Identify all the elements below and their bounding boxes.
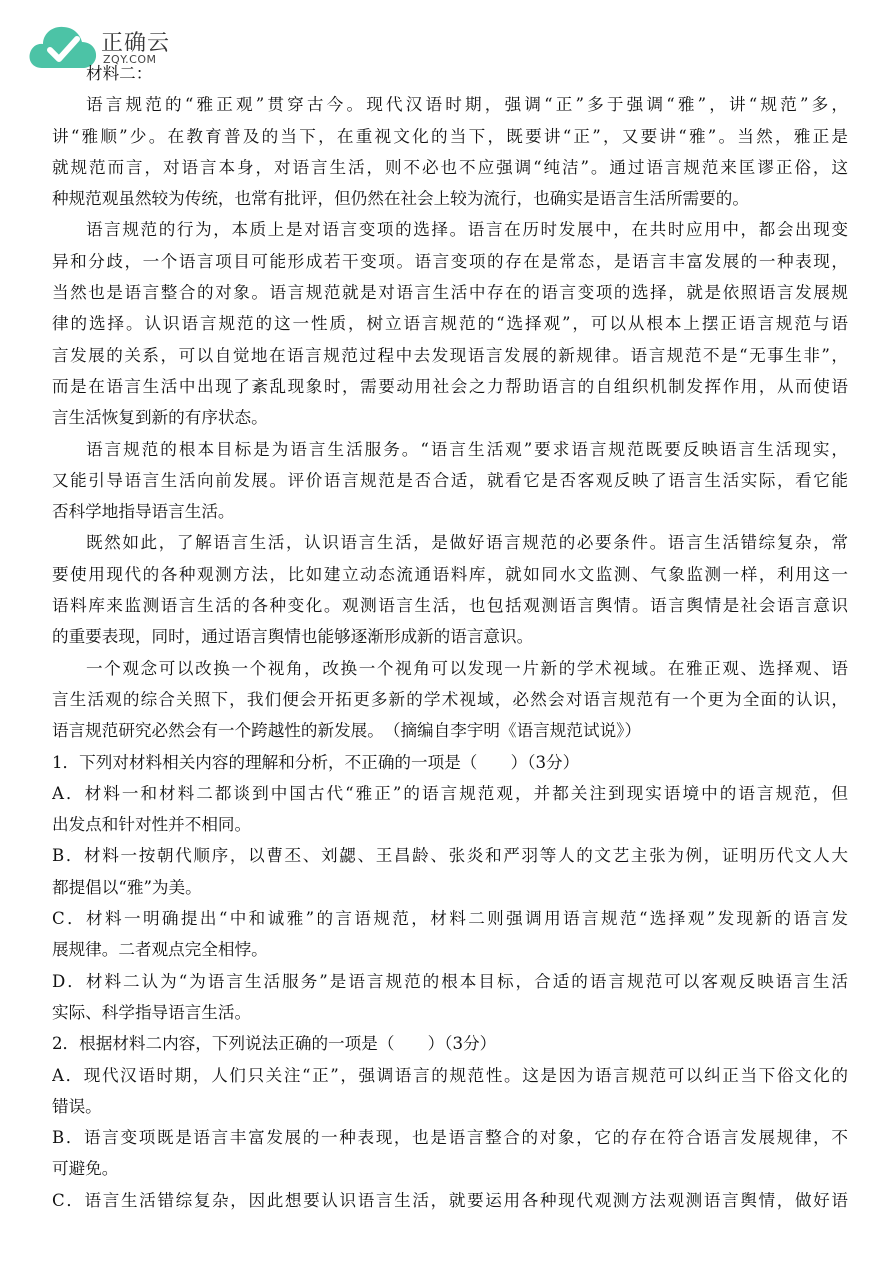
article-text: [52, 89, 848, 746]
paragraph-line: 又能引导语言生活向前发展。评价语言规范是否合适，就看它是否客观反映了语言生活实际，看它能: [52, 470, 848, 490]
answer-option: [52, 1060, 848, 1123]
paragraph-line: 异和分歧，一个语言项目可能形成若干变项。语言变项的存在是常态，是语言丰富发展的一种表现，: [52, 251, 848, 271]
paragraph: [52, 653, 848, 747]
paragraph-line: 语言规范的“雅正观”贯穿古今。现代汉语时期，强调“正”多于强调“雅”，讲“规范”多，: [86, 95, 848, 115]
paragraph-line: 就规范而言，对语言本身，对语言生活，则不必也不应强调“纯洁”。通过语言规范来匡谬正俗，这: [52, 157, 848, 177]
answer-option: [52, 778, 848, 841]
answer-option: [52, 966, 848, 1029]
paragraph-line: 语料库来监测语言生活的各种变化。观测语言生活，也包括观测语言舆情。语言舆情是社会语言意识: [52, 596, 848, 616]
logo-text: 正确云: [101, 31, 171, 56]
option-line: C．材料一明确提出“中和诚雅”的言语规范，材料二则强调用语言规范“选择观”发现新的语言发: [52, 909, 848, 929]
question-list: [52, 747, 848, 1216]
option-line: A．材料一和材料二都谈到中国古代“雅正”的语言规范观，并都关注到现实语境中的语言规范，但: [52, 783, 848, 803]
option-line: C．语言生活错综复杂，因此想要认识语言生活，就要运用各种现代观测方法观测语言舆情，做好语: [52, 1190, 848, 1210]
paragraph-line: 一个观念可以改换一个视角，改换一个视角可以发现一片新的学术视域。在雅正观、选择观、语: [86, 658, 848, 678]
paragraph: [52, 434, 848, 528]
paragraph-line: 言发展的关系，可以自觉地在语言规范过程中去发现语言发展的新规律。语言规范不是“无事生非”，: [52, 345, 848, 365]
paragraph: [52, 214, 848, 433]
answer-option: [52, 1185, 848, 1216]
paragraph-line: 而是在语言生活中出现了紊乱现象时，需要动用社会之力帮助语言的自组织机制发挥作用，从而使语: [52, 376, 848, 396]
option-line: 可避免。: [52, 1159, 119, 1179]
paragraph-line: 言生活恢复到新的有序状态。: [52, 408, 268, 428]
answer-option: [52, 840, 848, 903]
paragraph-line: 的重要表现，同时，通过语言舆情也能够逐渐形成新的语言意识。: [52, 627, 534, 647]
option-line: B．材料一按朝代顺序，以曹丕、刘勰、王昌龄、张炎和严羽等人的文艺主张为例，证明历代文人大: [52, 846, 848, 866]
option-line: 展规律。二者观点完全相悖。: [52, 940, 268, 960]
question: [52, 1028, 848, 1216]
option-line: 都提倡以“雅”为美。: [52, 877, 202, 897]
option-line: A．现代汉语时期，人们只关注“正”，强调语言的规范性。这是因为语言规范可以纠正当下俗文化的: [52, 1065, 848, 1085]
option-line: 出发点和针对性并不相同。: [52, 815, 252, 835]
paragraph-line: 语言规范的行为，本质上是对语言变项的选择。语言在历时发展中，在共时应用中，都会出现变: [86, 220, 848, 240]
question-stem: 2．根据材料二内容，下列说法正确的一项是（ ）（3分）: [52, 1034, 497, 1054]
option-line: 实际、科学指导语言生活。: [52, 1002, 252, 1022]
paragraph-line: 言生活观的综合关照下，我们便会开拓更多新的学术视域，必然会对语言规范有一个更为全面的认识，: [52, 689, 848, 709]
paragraph-line: 种规范观虽然较为传统，也常有批评，但仍然在社会上较为流行，也确实是语言生活所需要的。: [52, 189, 749, 209]
answer-option: [52, 1122, 848, 1185]
paragraph-line: 律的选择。认识语言规范的这一性质，树立语言规范的“选择观”，可以从根本上摆正语言规范与语: [52, 314, 848, 334]
material-label: 材料二：: [86, 64, 153, 83]
paragraph-line: 既然如此，了解语言生活，认识语言生活，是做好语言规范的必要条件。语言生活错综复杂，常: [86, 533, 848, 553]
paragraph: [52, 89, 848, 214]
paragraph-line: 当然也是语言整合的对象。语言规范就是对语言生活中存在的语言变项的选择，就是依照语言发展规: [52, 283, 848, 303]
answer-option: [52, 903, 848, 966]
option-line: 错误。: [52, 1096, 102, 1116]
paragraph-line: 语言规范研究必然会有一个跨越性的新发展。 （摘编自李宇明《语言规范试说》）: [52, 721, 642, 741]
logo-domain: ZQY.COM: [103, 53, 157, 66]
paragraph: [52, 527, 848, 652]
question-stem: 1．下列对材料相关内容的理解和分析，不正确的一项是（ ）（3分）: [52, 752, 580, 772]
option-line: B．语言变项既是语言丰富发展的一种表现，也是语言整合的对象，它的存在符合语言发展规律，不: [52, 1128, 848, 1148]
document-body: [52, 58, 848, 1216]
paragraph-line: 语言规范的根本目标是为语言生活服务。“语言生活观”要求语言规范既要反映语言生活现实，: [86, 439, 848, 459]
question: [52, 747, 848, 1029]
paragraph-line: 讲“雅顺”少。在教育普及的当下，在重视文化的当下，既要讲“正”，又要讲“雅”。当然，雅正是: [52, 126, 848, 146]
paragraph-line: 否科学地指导语言生活。: [52, 502, 235, 522]
option-line: D．材料二认为“为语言生活服务”是语言规范的根本目标，合适的语言规范可以客观反映语言生活: [52, 971, 848, 991]
paragraph-line: 要使用现代的各种观测方法，比如建立动态流通语料库，就如同水文监测、气象监测一样，利用这一: [52, 564, 848, 584]
